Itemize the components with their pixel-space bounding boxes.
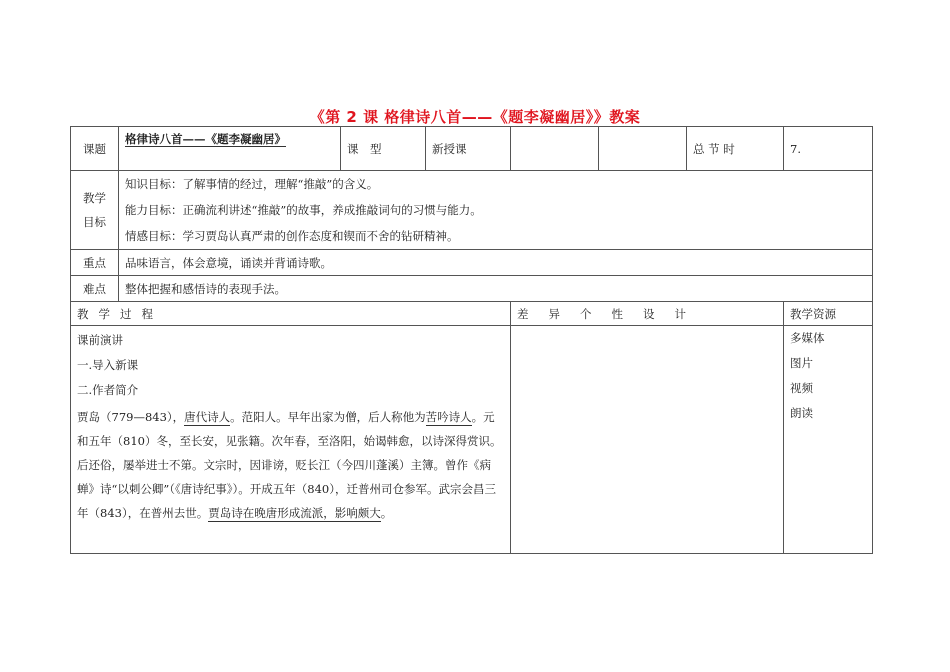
goal-knowledge: 知识目标：了解事情的经过，理解“推敲”的含义。 bbox=[125, 177, 379, 191]
difficulty-label: 难点 bbox=[71, 276, 119, 302]
type-label: 课 型 bbox=[341, 127, 426, 171]
underline-influence: 贾岛诗在晚唐形成流派，影响颇大 bbox=[208, 506, 381, 520]
process-cell bbox=[71, 326, 511, 554]
topic-value: 格律诗八首——《题李凝幽居》 bbox=[125, 132, 286, 146]
goal-emotion: 情感目标：学习贾岛认真严肃的创作态度和锲而不舍的钻研精神。 bbox=[125, 229, 459, 243]
resource-video: 视频 bbox=[790, 381, 813, 395]
type-value: 新授课 bbox=[426, 127, 511, 171]
goals-label bbox=[71, 171, 119, 250]
total-value: 7. bbox=[784, 127, 873, 171]
design-header: 差异个性设计 bbox=[511, 302, 784, 326]
goals-label-top: 教学 bbox=[83, 191, 106, 205]
pre-speech: 课前演讲 bbox=[77, 333, 123, 347]
empty-cell-2 bbox=[599, 127, 687, 171]
lesson-plan-table bbox=[70, 126, 873, 554]
difficulty-value: 整体把握和感悟诗的表现手法。 bbox=[119, 276, 873, 302]
resource-multimedia: 多媒体 bbox=[790, 331, 825, 345]
goals-row bbox=[71, 171, 873, 250]
author-bio: 贾岛（779—843），唐代诗人。范阳人。早年出家为僧，后人称他为苦吟诗人。元和五年（810）冬，至长安，见张籍。次年春，至洛阳，始谒韩愈，以诗深得赏识。后还俗，屡举进士不第。文宗时，因诽谤，贬长江（今四川蓬溪）主簿。曾作《病蝉》诗“以刺公卿”（《唐诗纪事》）。开成五年（840），迁普州司仓参军。武宗会昌三年（843），在普州去世。贾岛诗在晚唐形成流派，影响颇大。 bbox=[77, 410, 502, 520]
key-point-value: 品味语言，体会意境，诵读并背诵诗歌。 bbox=[119, 250, 873, 276]
step-author: 二.作者简介 bbox=[77, 383, 139, 397]
difficulty-row bbox=[71, 276, 873, 302]
topic-label: 课题 bbox=[71, 127, 119, 171]
topic-cell bbox=[119, 127, 341, 171]
empty-cell-1 bbox=[511, 127, 599, 171]
underline-tang-poet: 唐代诗人 bbox=[184, 410, 231, 424]
design-cell bbox=[511, 326, 784, 554]
key-point-row bbox=[71, 250, 873, 276]
resource-reading: 朗读 bbox=[790, 406, 813, 420]
columns-row bbox=[71, 302, 873, 326]
header-row bbox=[71, 127, 873, 171]
resource-images: 图片 bbox=[790, 356, 813, 370]
goals-cell bbox=[119, 171, 873, 250]
body-row bbox=[71, 326, 873, 554]
process-header: 教学过程 bbox=[71, 302, 511, 326]
underline-kuyin-poet: 苦吟诗人 bbox=[425, 410, 472, 424]
document-title: 《第 2 课 格律诗八首——《题李凝幽居》》教案 bbox=[309, 108, 641, 126]
resources-cell bbox=[784, 326, 873, 554]
resources-header: 教学资源 bbox=[784, 302, 873, 326]
goals-label-bottom: 目标 bbox=[83, 215, 106, 229]
key-point-label: 重点 bbox=[71, 250, 119, 276]
goal-ability: 能力目标：正确流利讲述“推敲”的故事，养成推敲词句的习惯与能力。 bbox=[125, 203, 482, 217]
total-label: 总 节 时 bbox=[687, 127, 784, 171]
step-intro: 一.导入新课 bbox=[77, 358, 139, 372]
